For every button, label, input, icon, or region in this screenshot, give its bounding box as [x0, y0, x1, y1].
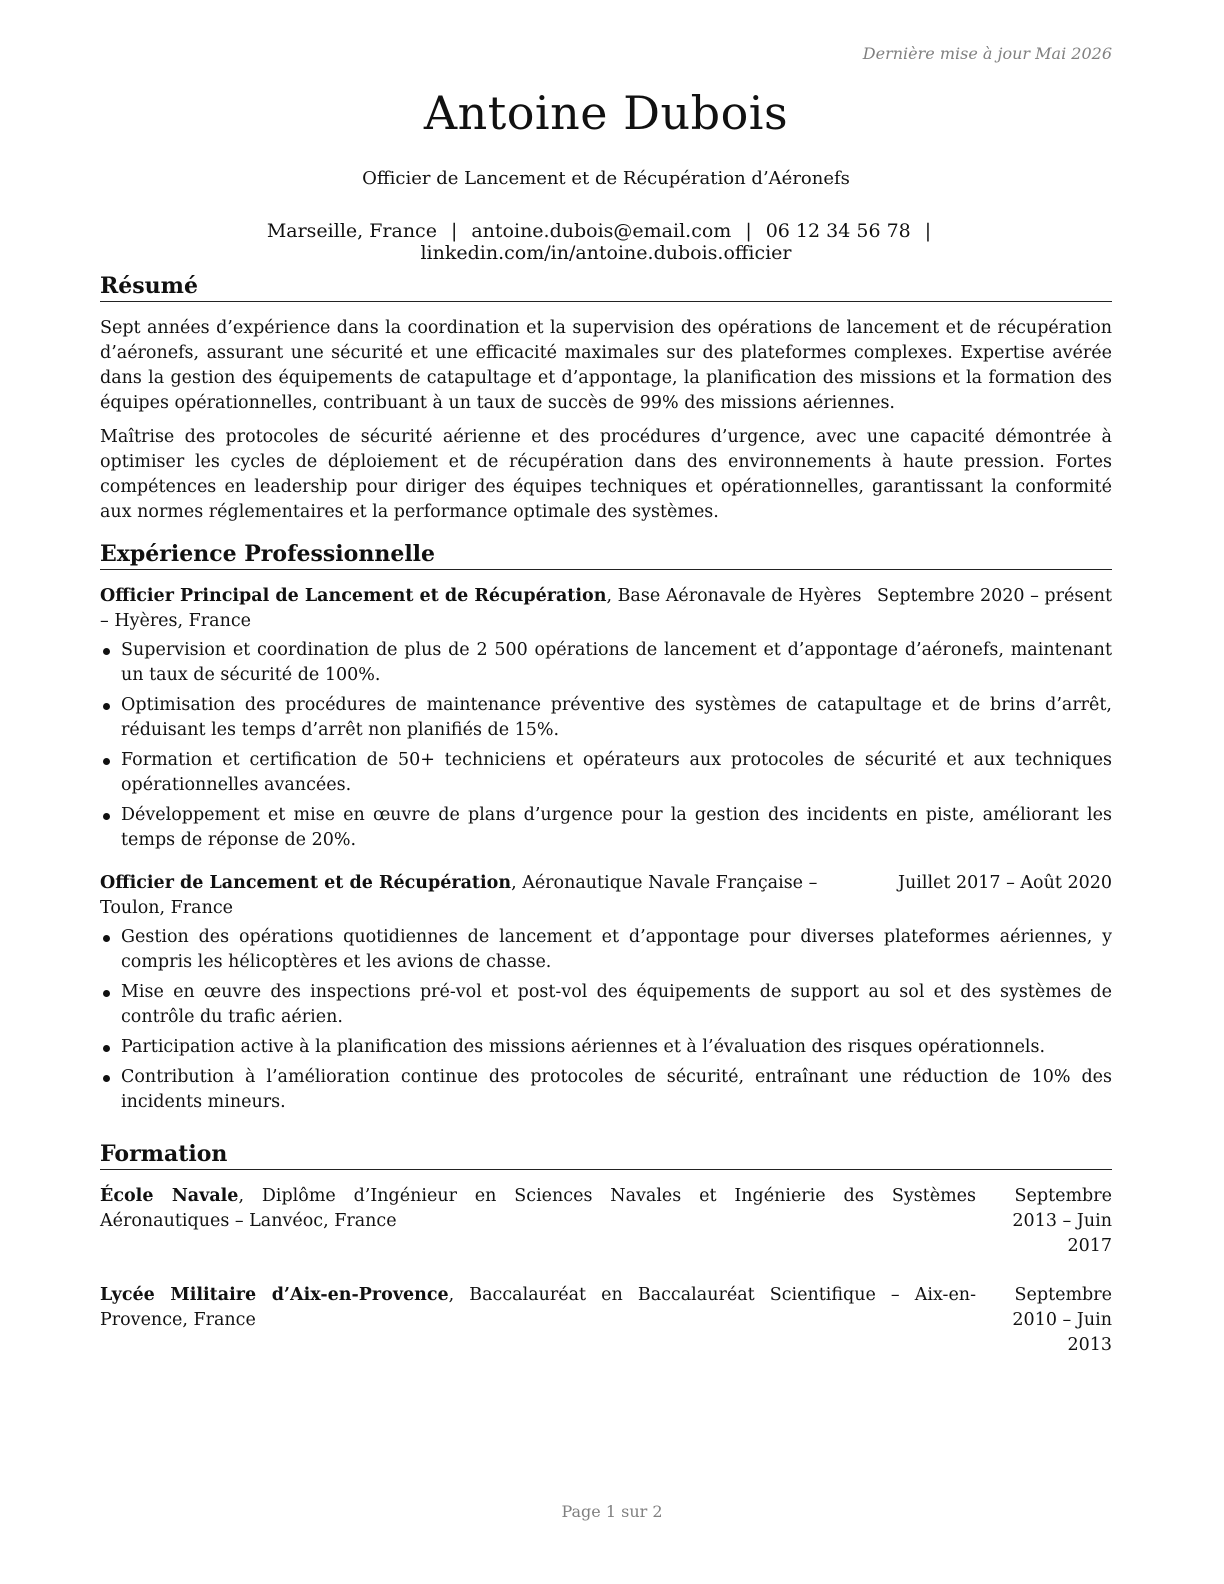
job-details: , Base Aéronavale de Hyères – Hyères, France — [100, 586, 862, 631]
job-role: Officier Principal de Lancement et de Récupération — [100, 586, 607, 606]
bullet-icon — [103, 1045, 110, 1052]
education-dates: Septembre 2013 – Juin 2017 — [1012, 1186, 1112, 1256]
contact-separator: | — [745, 220, 752, 242]
education-details: , Baccalauréat en Baccalauréat Scientifique – Aix-en-Provence, France — [100, 1285, 976, 1330]
education-section — [100, 1140, 1112, 1358]
job-header — [100, 584, 1112, 634]
list-item — [100, 1035, 1112, 1060]
list-item — [100, 925, 1112, 975]
bullet-text: Développement et mise en œuvre de plans d’urgence pour la gestion des incidents en piste, améliorant les temps de réponse de 20%. — [121, 805, 1112, 850]
education-school: École Navale — [100, 1186, 239, 1206]
experience-section — [100, 540, 1112, 1120]
job-role-line — [100, 584, 865, 634]
education-title: Formation — [100, 1140, 1112, 1170]
contact-separator: | — [924, 220, 932, 242]
job-bullets — [100, 925, 1112, 1115]
bullet-text: Formation et certification de 50+ techniciens et opérateurs aux protocoles de sécurité et aux techniques opérationnelles avancées. — [121, 750, 1112, 795]
job-role: Officier de Lancement et de Récupération — [100, 873, 512, 893]
education-entry — [100, 1184, 1112, 1259]
bullet-icon — [103, 990, 110, 997]
contact-email[interactable]: antoine.dubois@email.com — [471, 220, 732, 242]
job-bullets — [100, 638, 1112, 853]
summary-paragraph: Maîtrise des protocoles de sécurité aérienne et des procédures d’urgence, avec une capacité démontrée à optimiser les cycles de déploiement et de récupération dans des environnements à haute pression. Fortes compétences en leadership pour diriger des équipes techniques et opérationnelles, garantissant la conformité aux normes réglementaires et la performance optimale des systèmes. — [100, 427, 1112, 522]
candidate-headline: Officier de Lancement et de Récupération d’Aéronefs — [362, 168, 850, 189]
contact-line — [100, 220, 1112, 264]
education-details: , Diplôme d’Ingénieur en Sciences Navales et Ingénierie des Systèmes Aéronautiques – Lanvéoc, France — [100, 1186, 977, 1231]
bullet-text: Participation active à la planification des missions aériennes et à l’évaluation des risques opérationnels. — [121, 1037, 1046, 1057]
last-updated-note: Dernière mise à jour Mai 2026 — [862, 44, 1112, 63]
list-item — [100, 693, 1112, 743]
bullet-icon — [103, 758, 110, 765]
list-item — [100, 980, 1112, 1030]
bullet-icon — [103, 1075, 110, 1082]
contact-separator: | — [450, 220, 458, 242]
job-details: , Aéronautique Navale Française – Toulon, France — [100, 873, 818, 918]
page-number: Page 1 sur 2 — [561, 1502, 663, 1521]
bullet-text: Optimisation des procédures de maintenance préventive des systèmes de catapultage et de brins d’arrêt, réduisant les temps d’arrêt non planifiés de 15%. — [121, 695, 1112, 740]
bullet-icon — [103, 703, 110, 710]
education-description — [100, 1283, 976, 1358]
list-item — [100, 803, 1112, 853]
education-dates: Septembre 2010 – Juin 2013 — [1012, 1285, 1112, 1355]
summary-title: Résumé — [100, 272, 1112, 302]
bullet-icon — [103, 813, 110, 820]
job-header — [100, 871, 1112, 921]
list-item — [100, 638, 1112, 688]
job-dates: Juillet 2017 – Août 2020 — [897, 873, 1112, 893]
bullet-text: Contribution à l’amélioration continue des protocoles de sécurité, entraînant une réduction de 10% des incidents mineurs. — [121, 1067, 1112, 1112]
bullet-icon — [103, 935, 110, 942]
list-item — [100, 748, 1112, 798]
bullet-icon — [103, 648, 110, 655]
education-school: Lycée Militaire d’Aix-en-Provence — [100, 1285, 449, 1305]
job-role-line — [100, 871, 886, 921]
education-description — [100, 1184, 976, 1259]
experience-title: Expérience Professionnelle — [100, 540, 1112, 570]
contact-location: Marseille, France — [266, 220, 437, 242]
contact-phone: 06 12 34 56 78 — [765, 220, 911, 242]
education-entry — [100, 1283, 1112, 1358]
candidate-name: Antoine Dubois — [423, 86, 789, 140]
job-entry — [100, 584, 1112, 853]
bullet-text: Gestion des opérations quotidiennes de lancement et d’appontage pour diverses plateformes aériennes, y compris les hélicoptères et les avions de chasse. — [121, 927, 1112, 972]
list-item — [100, 1065, 1112, 1115]
job-dates: Septembre 2020 – présent — [877, 586, 1112, 606]
bullet-text: Mise en œuvre des inspections pré-vol et post-vol des équipements de support au sol et des systèmes de contrôle du trafic aérien. — [121, 982, 1112, 1027]
summary-section — [100, 272, 1112, 525]
contact-linkedin[interactable]: linkedin.com/in/antoine.dubois.officier — [420, 242, 792, 264]
bullet-text: Supervision et coordination de plus de 2 500 opérations de lancement et d’appontage d’aéronefs, maintenant un taux de sécurité de 100%. — [121, 640, 1112, 685]
job-entry — [100, 871, 1112, 1115]
summary-paragraph: Sept années d’expérience dans la coordination et la supervision des opérations de lancement et de récupération d’aéronefs, assurant une sécurité et une efficacité maximales sur des plateformes complexes. Expertise avérée dans la gestion des équipements de catapultage et d’appontage, la planification des missions et la formation des équipes opérationnelles, contribuant à un taux de succès de 99% des missions aériennes. — [100, 318, 1112, 413]
